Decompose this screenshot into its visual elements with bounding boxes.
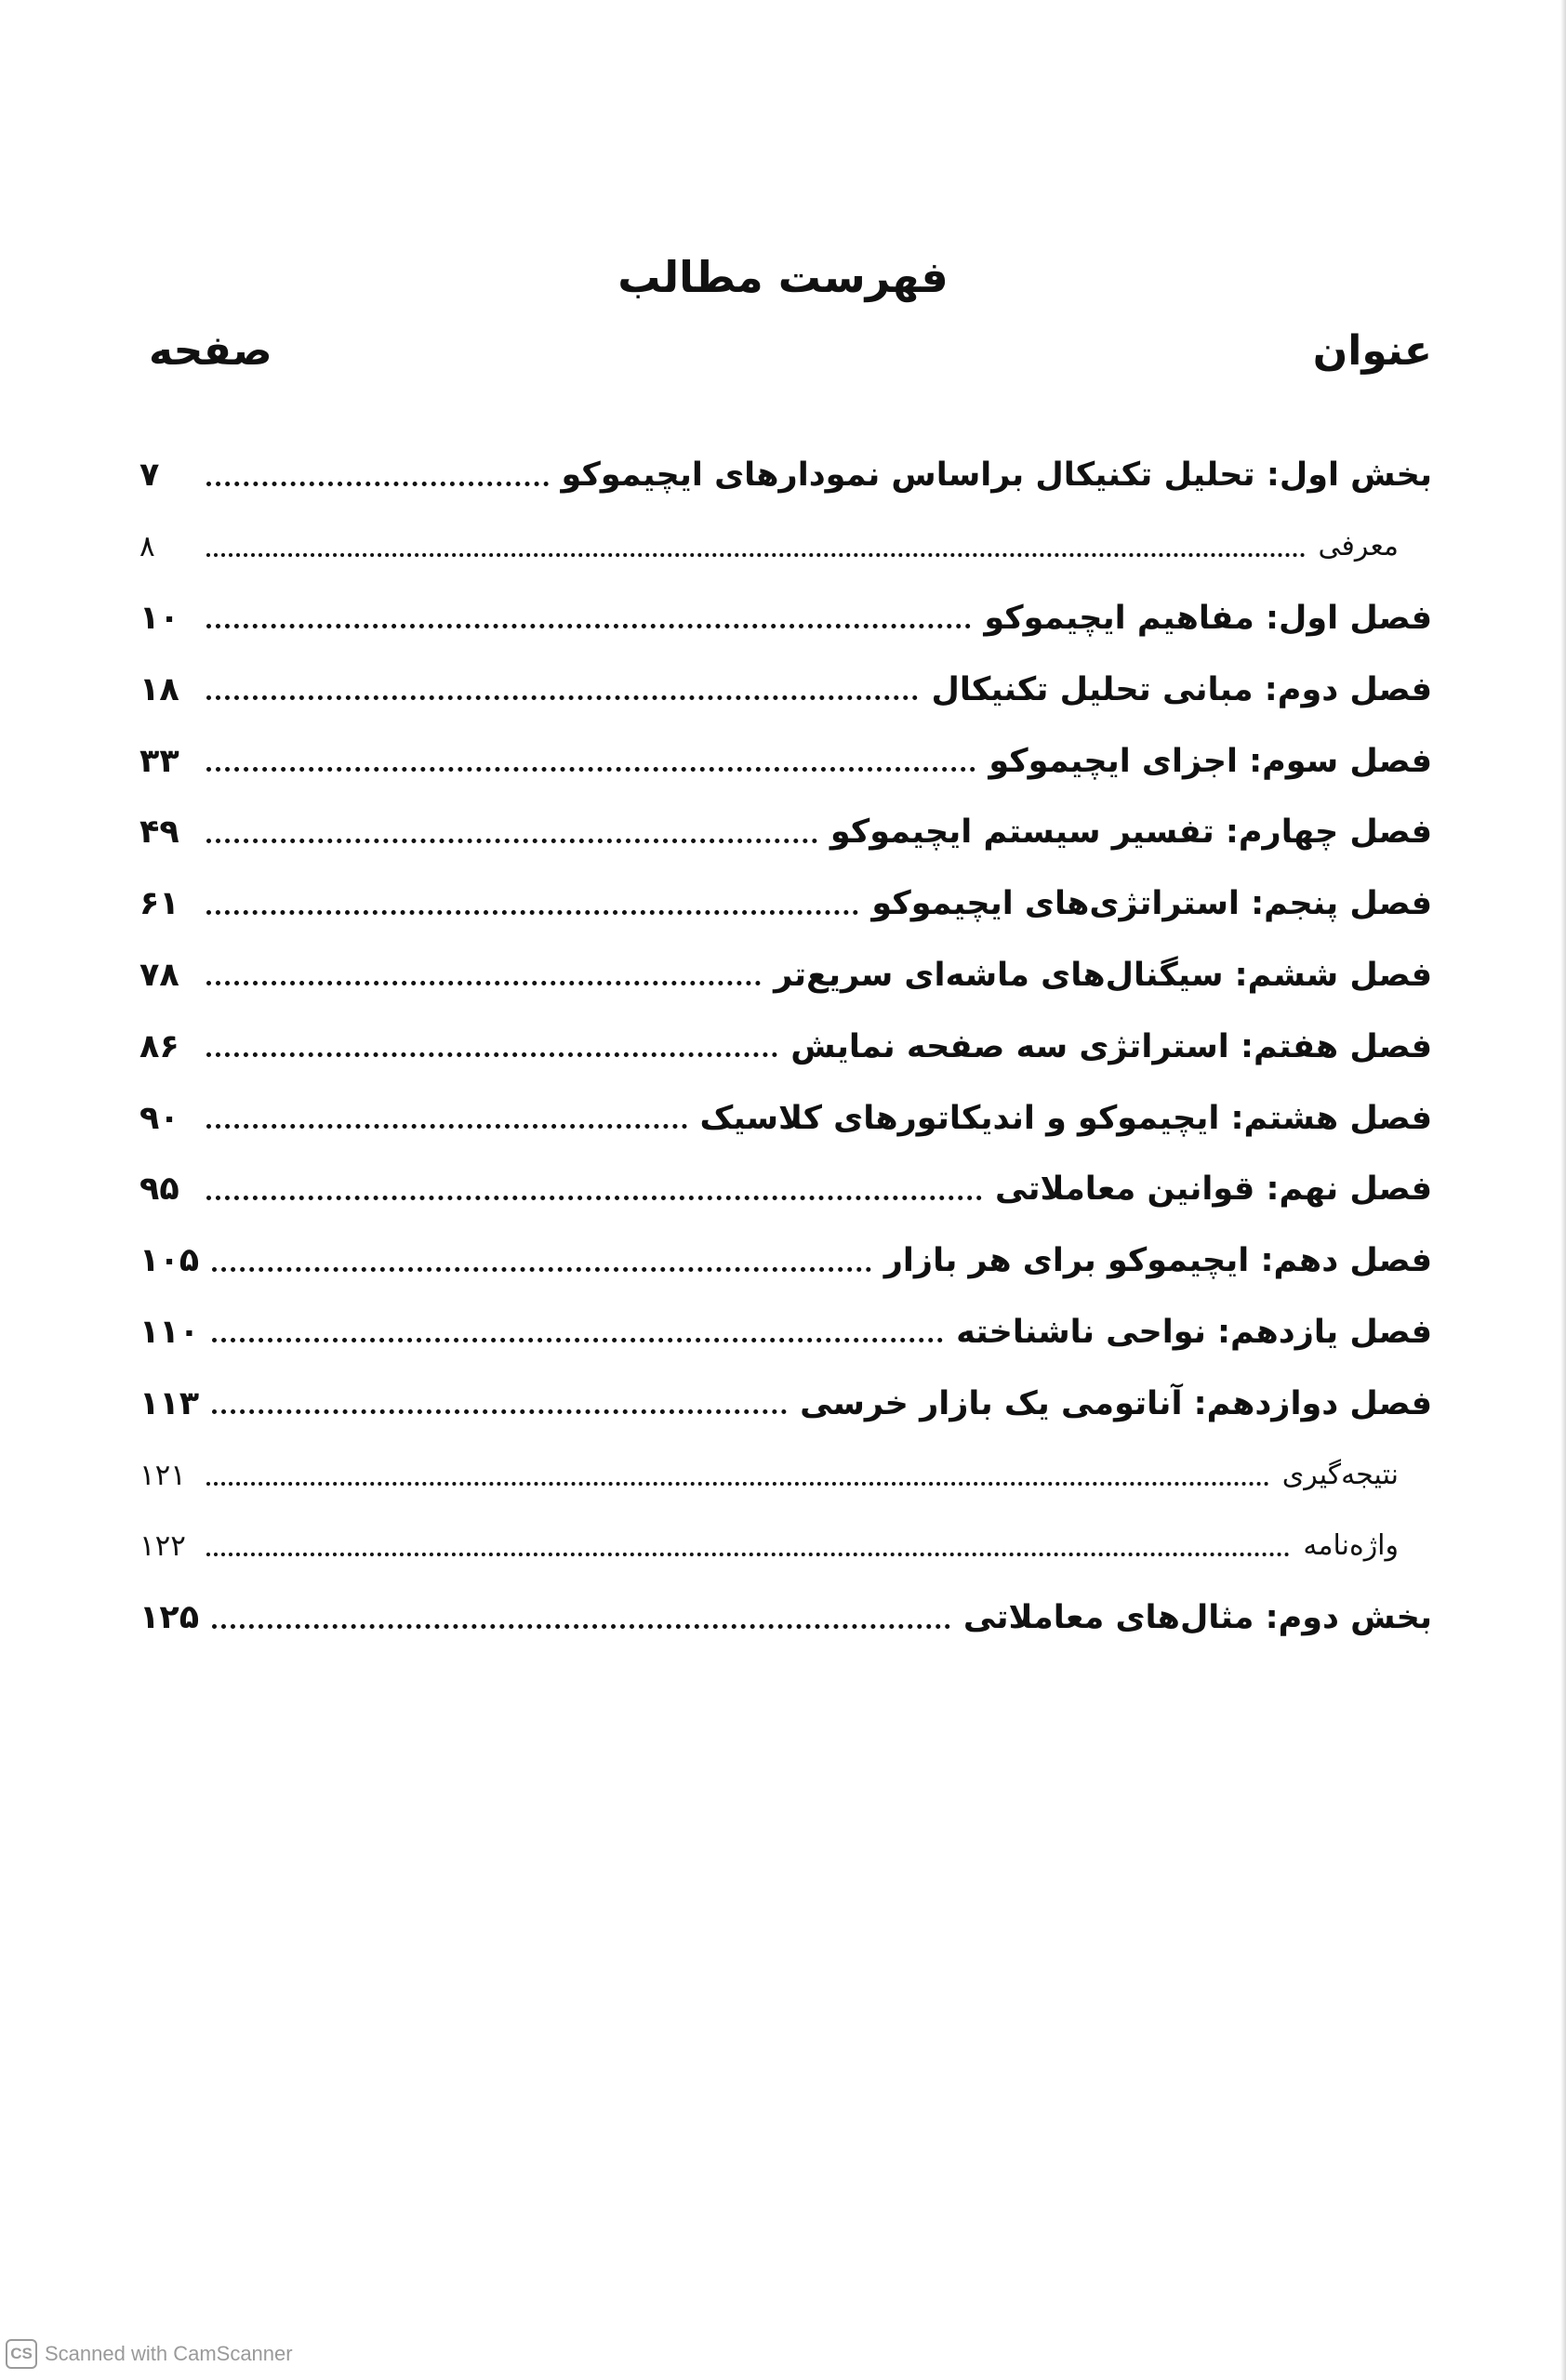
dot-leader [206, 1553, 1290, 1556]
page-title: فهرست مطالب [617, 252, 949, 302]
dot-leader [206, 624, 971, 628]
toc-entry [139, 580, 1432, 652]
toc-entry-page-number: ۱۸ [139, 670, 179, 708]
toc-entry-page-number: ۹۵ [139, 1170, 179, 1209]
toc-entry-page-number: ۸ [139, 530, 155, 564]
toc-entry-page-number: ۱۲۲ [139, 1529, 186, 1564]
watermark-text: Scanned with CamScanner [45, 2342, 293, 2365]
toc-entry [139, 794, 1432, 866]
page-column-header: صفحه [149, 327, 272, 375]
dot-leader [206, 910, 858, 915]
toc-entry [139, 1508, 1432, 1580]
toc-entry [139, 866, 1432, 937]
toc-entry-label: نتیجه‌گیری [1281, 1458, 1399, 1491]
toc-entry-page-number: ۳۳ [139, 742, 179, 780]
dot-leader [206, 767, 975, 772]
toc-list [139, 437, 1432, 1651]
toc-entry-label: فصل دوم: مبانی تحلیل تکنیکال [931, 670, 1432, 708]
toc-entry-label: فصل یازدهم: نواحی ناشناخته [956, 1313, 1432, 1351]
toc-entry [139, 509, 1432, 580]
toc-entry-label: فصل دوازدهم: آناتومی یک بازار خرسی [800, 1384, 1432, 1422]
dot-leader [206, 1124, 687, 1129]
dot-leader [212, 1338, 943, 1342]
dot-leader [206, 695, 918, 700]
toc-entry-label: فصل اول: مفاهیم ایچیموکو [984, 599, 1432, 637]
toc-entry [139, 1079, 1432, 1151]
toc-entry [139, 1151, 1432, 1223]
toc-entry-label: فصل دهم: ایچیموکو برای هر بازار [883, 1242, 1432, 1280]
toc-entry-page-number: ۱۰۵ [139, 1242, 200, 1280]
toc-entry-label: بخش اول: تحلیل تکنیکال براساس نمودارهای ایچیموکو [561, 456, 1432, 495]
toc-entry-label: فصل هشتم: ایچیموکو و اندیکاتورهای کلاسیک [699, 1099, 1432, 1137]
toc-entry-page-number: ۹۰ [139, 1099, 179, 1137]
toc-entry-label: فصل سوم: اجزای ایچیموکو [989, 742, 1432, 780]
toc-entry-label: فصل نهم: قوانین معاملاتی [994, 1170, 1432, 1209]
toc-entry-page-number: ۱۲۵ [139, 1599, 200, 1637]
title-column-header: عنوان [1312, 327, 1432, 375]
toc-entry-page-number: ۴۹ [139, 813, 179, 852]
toc-entry-label: بخش دوم: مثال‌های معاملاتی [962, 1599, 1432, 1637]
toc-entry-page-number: ۸۶ [139, 1027, 179, 1065]
dot-leader [212, 1267, 871, 1272]
toc-entry-label: فصل چهارم: تفسیر سیستم ایچیموکو [829, 813, 1432, 852]
toc-entry-page-number: ۱۱۰ [139, 1313, 200, 1351]
toc-entry-label: فصل هفتم: استراتژی سه صفحه نمایش [790, 1027, 1432, 1065]
toc-entry [139, 722, 1432, 794]
dot-leader [206, 1052, 777, 1057]
toc-entry-page-number: ۷۸ [139, 956, 179, 994]
toc-entry [139, 937, 1432, 1009]
dot-leader [212, 1409, 787, 1414]
toc-entry-page-number: ۱۱۳ [139, 1384, 200, 1422]
toc-entry-label: واژه‌نامه [1303, 1529, 1399, 1563]
toc-entry-label: معرفی [1318, 530, 1399, 563]
toc-entry [139, 651, 1432, 722]
toc-entry-page-number: ۱۰ [139, 599, 179, 637]
toc-entry [139, 437, 1432, 509]
dot-leader [206, 981, 761, 985]
camscanner-watermark [6, 2339, 293, 2369]
toc-entry [139, 1294, 1432, 1366]
toc-entry [139, 1436, 1432, 1508]
toc-entry [139, 1223, 1432, 1294]
scan-edge-shadow [1560, 0, 1566, 2380]
camscanner-logo-icon: CS [6, 2339, 37, 2369]
dot-leader [206, 482, 549, 486]
toc-entry-label: فصل پنجم: استراتژی‌های ایچیموکو [871, 885, 1432, 923]
toc-entry-label: فصل ششم: سیگنال‌های ماشه‌ای سریع‌تر [774, 956, 1432, 994]
dot-leader [206, 1482, 1269, 1486]
dot-leader [206, 1196, 982, 1200]
toc-entry-page-number: ۶۱ [139, 885, 179, 923]
toc-entry [139, 1580, 1432, 1651]
dot-leader [206, 553, 1306, 557]
dot-leader [206, 839, 817, 843]
toc-entry-page-number: ۷ [139, 456, 160, 495]
dot-leader [212, 1624, 950, 1629]
toc-entry [139, 1365, 1432, 1436]
toc-entry-page-number: ۱۲۱ [139, 1458, 186, 1492]
toc-entry [139, 1008, 1432, 1079]
